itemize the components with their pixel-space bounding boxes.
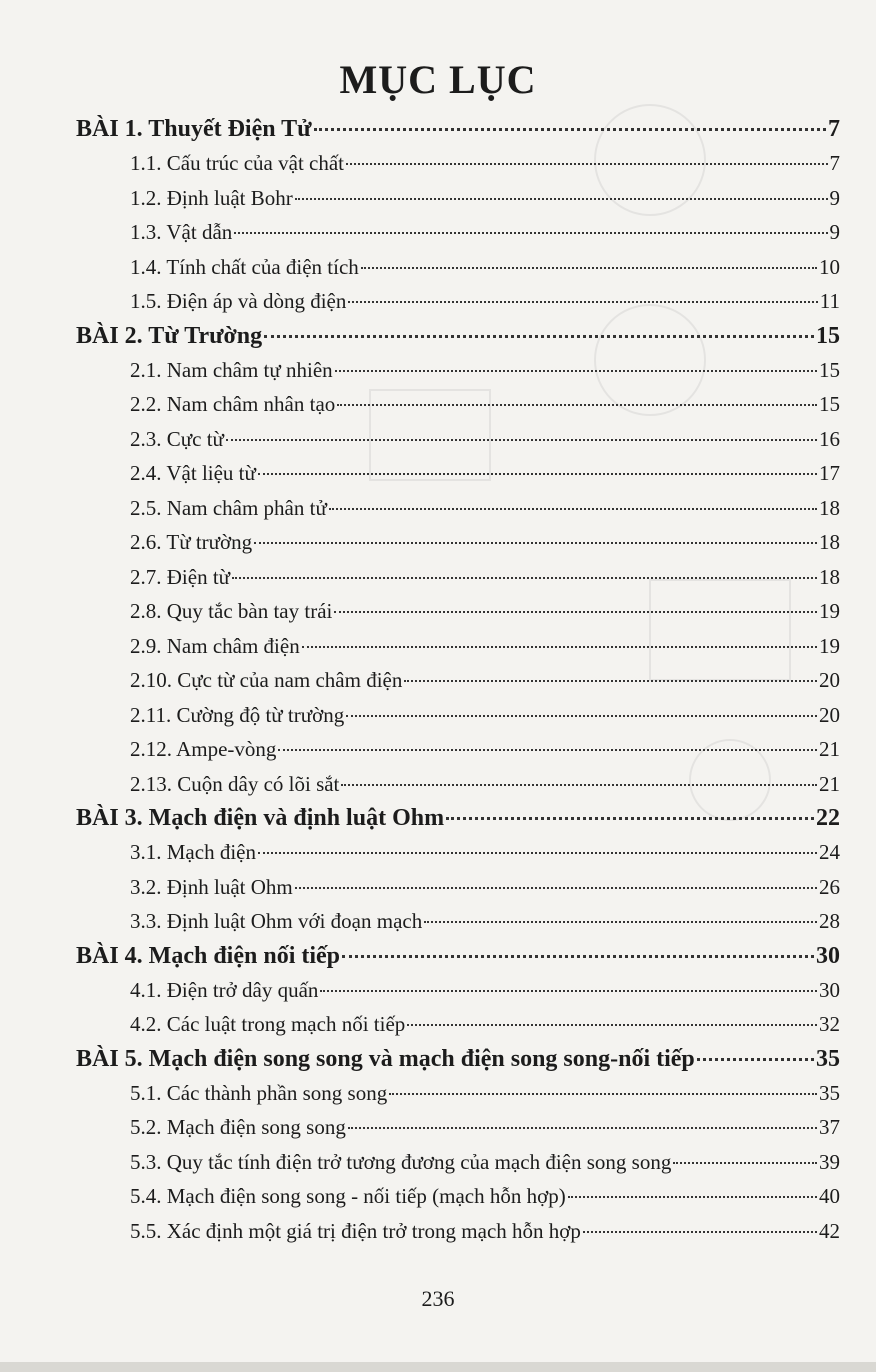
toc-section-entry	[76, 215, 840, 250]
toc-chapter-title: BÀI 2. Từ Trường	[76, 322, 263, 349]
toc-section-title: 3.1. Mạch điện	[130, 840, 256, 864]
toc-section-entry	[76, 387, 840, 422]
toc-section-entry	[76, 663, 840, 698]
toc-section-title: 3.3. Định luật Ohm với đoạn mạch	[130, 909, 423, 933]
toc-chapter-page: 7	[828, 116, 840, 142]
toc-section-page: 37	[819, 1115, 840, 1139]
toc-section-title: 2.13. Cuộn dây có lõi sắt	[130, 771, 340, 796]
toc-section-title: 2.9. Nam châm điện	[130, 633, 300, 658]
dot-leader	[348, 1127, 817, 1129]
dot-leader	[424, 921, 817, 923]
toc-chapter-title: BÀI 1. Thuyết Điện Tử	[76, 116, 312, 142]
dot-leader	[258, 473, 817, 475]
toc-section-title: 1.3. Vật dẫn	[130, 220, 233, 244]
toc-section-title: 2.10. Cực từ của nam châm điện	[130, 668, 403, 692]
toc-section-title: 4.1. Điện trở dây quấn	[130, 977, 319, 1002]
toc-section-title: 5.5. Xác định một giá trị điện trở trong mạch hỗn hợp	[130, 1218, 581, 1243]
dot-leader	[361, 267, 817, 269]
dot-leader	[258, 852, 817, 854]
toc-section-title: 5.2. Mạch điện song song	[130, 1115, 346, 1139]
toc-section-entry	[76, 973, 840, 1008]
table-of-contents	[76, 112, 840, 1248]
toc-section-page: 28	[819, 909, 840, 933]
toc-chapter-page: 30	[816, 942, 840, 969]
page-title: MỤC LỤC	[339, 57, 537, 102]
dot-leader	[346, 715, 817, 717]
toc-section-entry	[76, 732, 840, 767]
toc-section-title: 1.1. Cấu trúc của vật chất	[130, 151, 344, 175]
toc-section-entry	[76, 1214, 840, 1249]
toc-section-page: 40	[819, 1184, 840, 1208]
toc-section-entry	[76, 870, 840, 905]
toc-chapter-page: 22	[816, 805, 840, 831]
toc-section-title: 2.3. Cực từ	[130, 426, 224, 451]
dot-leader	[697, 1058, 814, 1061]
toc-section-entry	[76, 284, 840, 319]
toc-section-page: 19	[819, 633, 840, 658]
toc-section-entry	[76, 767, 840, 802]
toc-section-page: 16	[819, 426, 840, 451]
dot-leader	[302, 646, 817, 648]
dot-leader	[337, 404, 817, 406]
toc-chapter-entry	[76, 112, 840, 146]
dot-leader	[278, 749, 817, 751]
toc-section-title: 1.5. Điện áp và dòng điện	[130, 289, 347, 313]
toc-section-entry	[76, 1145, 840, 1180]
toc-section-title: 2.2. Nam châm nhân tạo	[130, 392, 336, 416]
dot-leader	[583, 1231, 817, 1233]
toc-section-page: 9	[829, 220, 840, 244]
toc-section-page: 18	[819, 495, 840, 520]
toc-section-title: 3.2. Định luật Ohm	[130, 874, 293, 899]
toc-section-page: 9	[829, 185, 840, 210]
toc-section-page: 30	[819, 977, 840, 1002]
toc-section-entry	[76, 904, 840, 939]
toc-chapter-entry	[76, 801, 840, 835]
toc-section-page: 42	[819, 1218, 840, 1243]
dot-leader	[254, 542, 817, 544]
dot-leader	[334, 611, 817, 613]
dot-leader	[346, 163, 828, 165]
toc-section-title: 1.4. Tính chất của điện tích	[130, 254, 359, 279]
toc-section-title: 2.6. Từ trường	[130, 530, 253, 554]
toc-section-title: 2.12. Ampe-vòng	[130, 737, 277, 761]
toc-section-page: 20	[819, 668, 840, 692]
toc-section-title: 2.4. Vật liệu từ	[130, 461, 256, 485]
toc-section-entry	[76, 146, 840, 181]
toc-section-title: 5.3. Quy tắc tính điện trở tương đương của mạch điện song song	[130, 1149, 672, 1174]
toc-section-title: 2.8. Quy tắc bàn tay trái	[130, 599, 333, 623]
toc-section-entry	[76, 629, 840, 664]
dot-leader	[342, 955, 814, 958]
toc-section-entry	[76, 1110, 840, 1145]
toc-section-title: 2.5. Nam châm phân tử	[130, 495, 327, 520]
toc-chapter-page: 35	[816, 1045, 840, 1072]
page-number: 236	[421, 1286, 455, 1311]
toc-section-entry	[76, 250, 840, 285]
toc-section-entry	[76, 353, 840, 388]
toc-section-page: 10	[819, 254, 840, 279]
toc-section-entry	[76, 1076, 840, 1111]
dot-leader	[329, 508, 817, 510]
dot-leader	[295, 887, 817, 889]
toc-section-page: 20	[819, 702, 840, 727]
dot-leader	[404, 680, 817, 682]
toc-section-page: 15	[819, 392, 840, 416]
toc-chapter-entry	[76, 939, 840, 973]
dot-leader	[673, 1162, 817, 1164]
toc-section-page: 26	[819, 874, 840, 899]
toc-section-title: 5.1. Các thành phần song song	[130, 1080, 388, 1105]
page-edge	[0, 1362, 876, 1372]
toc-section-entry	[76, 456, 840, 491]
toc-section-entry	[76, 1007, 840, 1042]
toc-section-page: 15	[819, 357, 840, 382]
dot-leader	[335, 370, 817, 372]
toc-section-entry	[76, 698, 840, 733]
dot-leader	[234, 232, 827, 234]
dot-leader	[446, 817, 814, 820]
toc-section-title: 2.1. Nam châm tự nhiên	[130, 357, 333, 382]
toc-section-entry	[76, 594, 840, 629]
toc-chapter-entry	[76, 1042, 840, 1076]
toc-section-page: 35	[819, 1080, 840, 1105]
dot-leader	[407, 1024, 817, 1026]
toc-section-page: 18	[819, 564, 840, 589]
toc-section-title: 1.2. Định luật Bohr	[130, 185, 293, 210]
toc-section-page: 11	[819, 289, 840, 313]
toc-section-title: 5.4. Mạch điện song song - nối tiếp (mạch hỗn hợp)	[130, 1184, 566, 1208]
toc-section-title: 2.7. Điện từ	[130, 564, 231, 589]
dot-leader	[226, 439, 817, 441]
toc-section-page: 32	[819, 1012, 840, 1036]
toc-chapter-page: 15	[816, 322, 840, 349]
toc-section-title: 4.2. Các luật trong mạch nối tiếp	[130, 1012, 406, 1036]
toc-section-page: 21	[819, 771, 840, 796]
dot-leader	[320, 990, 817, 992]
dot-leader	[314, 128, 826, 131]
dot-leader	[348, 301, 817, 303]
toc-section-page: 19	[819, 599, 840, 623]
toc-section-entry	[76, 181, 840, 216]
toc-section-page: 24	[819, 840, 840, 864]
toc-section-entry	[76, 491, 840, 526]
dot-leader	[232, 577, 817, 579]
toc-section-page: 18	[819, 530, 840, 554]
toc-section-entry	[76, 1179, 840, 1214]
toc-section-entry	[76, 525, 840, 560]
toc-chapter-title: BÀI 4. Mạch điện nối tiếp	[76, 942, 341, 969]
dot-leader	[295, 198, 828, 200]
toc-chapter-title: BÀI 5. Mạch điện song song và mạch điện song song-nối tiếp	[76, 1045, 695, 1072]
dot-leader	[389, 1093, 817, 1095]
toc-section-title: 2.11. Cường độ từ trường	[130, 702, 345, 727]
toc-section-entry	[76, 835, 840, 870]
dot-leader	[264, 335, 814, 338]
toc-section-page: 21	[819, 737, 840, 761]
toc-section-page: 7	[829, 151, 840, 175]
dot-leader	[568, 1196, 817, 1198]
toc-section-entry	[76, 560, 840, 595]
dot-leader	[341, 784, 817, 786]
toc-section-entry	[76, 422, 840, 457]
toc-section-page: 17	[819, 461, 840, 485]
toc-section-page: 39	[819, 1149, 840, 1174]
toc-chapter-title: BÀI 3. Mạch điện và định luật Ohm	[76, 805, 445, 831]
toc-chapter-entry	[76, 319, 840, 353]
